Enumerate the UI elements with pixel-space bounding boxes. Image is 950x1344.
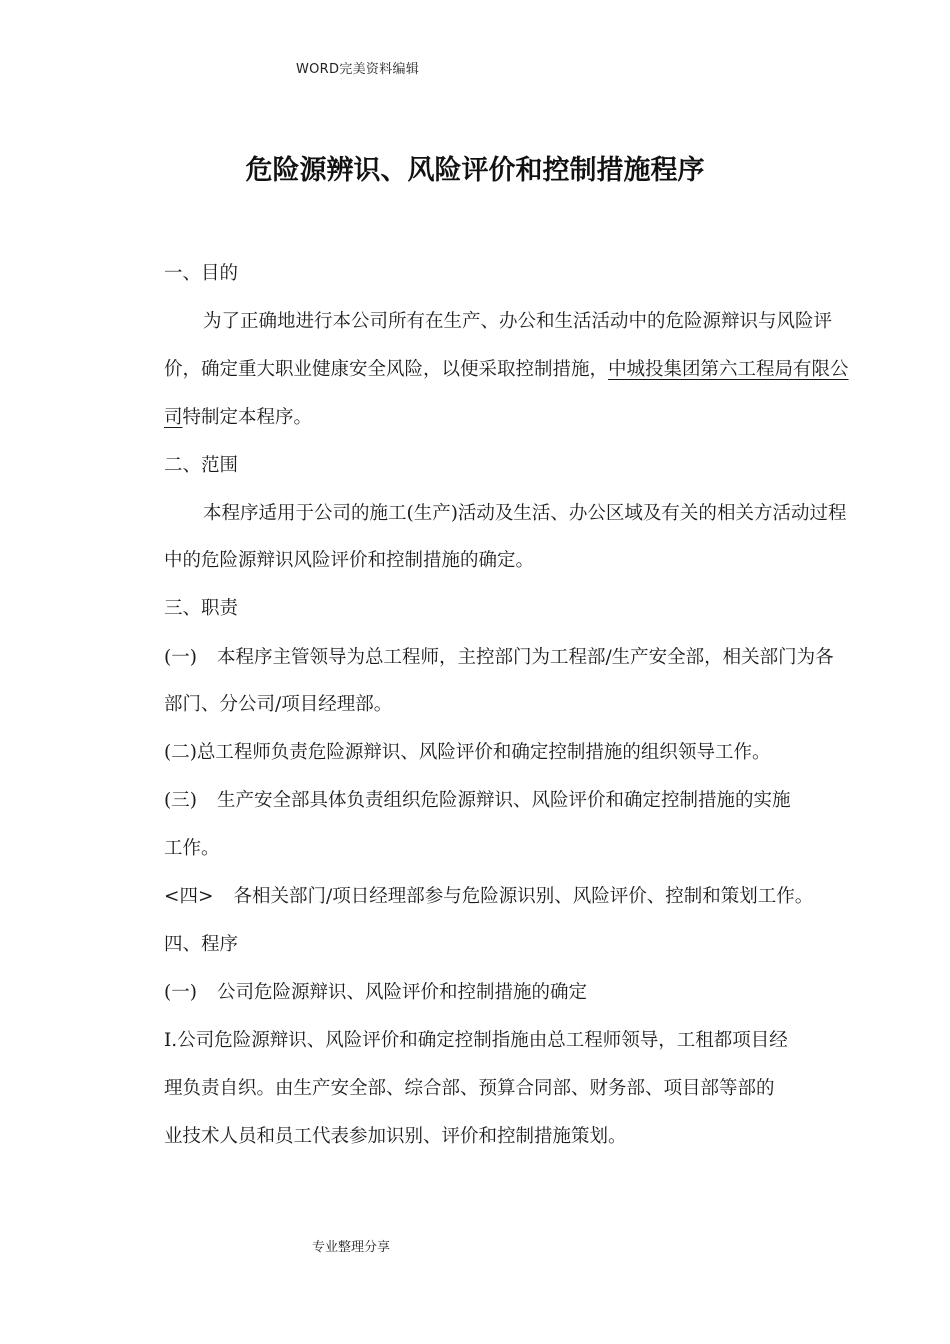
company-name-underlined: 中城投集团第六工程局有限公 xyxy=(608,359,849,380)
paragraph-line xyxy=(164,406,312,430)
list-text: 生产安全部具体负责组织危险源辩识、风险评价和确定控制措施的实施 xyxy=(216,790,791,811)
company-name-underlined: 司 xyxy=(164,407,183,428)
page-footer: 专业整理分享 xyxy=(312,1240,391,1255)
page-header: WORD完美资料编辑 xyxy=(296,62,420,77)
paragraph-line: 理负责自织。由生产安全部、综合部、预算合同部、财务部、项目部等部的 xyxy=(164,1078,775,1099)
paragraph-line: 业技术人员和员工代表参加识别、评价和控制措施策划。 xyxy=(164,1126,627,1147)
list-text: 本程序主管领导为总工程师，主控部门为工程部/生产安全部，相关部门为各 xyxy=(216,647,834,668)
section-heading-purpose: 一、目的 xyxy=(164,263,239,284)
list-item xyxy=(164,981,587,1005)
text-span: 特制定本程序。 xyxy=(182,407,313,428)
list-item xyxy=(164,789,790,813)
list-item xyxy=(164,646,834,670)
section-heading-scope: 二、范围 xyxy=(164,455,239,476)
section-heading-duties: 三、职责 xyxy=(164,598,239,619)
paragraph-line: 中的危险源辩识风险评价和控制措施的确定。 xyxy=(164,550,535,571)
list-item: (二)总工程师负责危险源辩识、风险评价和确定控制措施的组织领导工作。 xyxy=(164,742,771,763)
list-item xyxy=(164,885,813,909)
document-title: 危险源辨识、风险评价和控制措施程序 xyxy=(245,155,705,186)
list-marker: <四> xyxy=(164,886,214,907)
paragraph-line: 工作。 xyxy=(164,838,220,859)
section-heading-procedure: 四、程序 xyxy=(164,934,239,955)
paragraph-line: I.公司危险源辩识、风险评价和确定控制指施由总工程师领导，工租都项目经 xyxy=(164,1030,788,1051)
list-text: 各相关部门/项日经理部参与危险源识别、风险评价、控制和策划工作。 xyxy=(233,886,814,907)
paragraph-line: 部门、分公司/项目经理部。 xyxy=(164,694,393,715)
paragraph-line: 本程序适用于公司的施工(生产)活动及生活、办公区域及有关的相关方活动过程 xyxy=(203,503,847,524)
paragraph-line xyxy=(164,358,849,382)
paragraph-line: 为了正确地进行本公司所有在生产、办公和生活活动中的危险源辩识与风险评 xyxy=(203,311,833,332)
list-text: 公司危险源辩识、风险评价和控制措施的确定 xyxy=(216,982,587,1003)
text-span: 价，确定重大职业健康安全风险，以便采取控制措施， xyxy=(164,359,609,380)
list-marker: (三) xyxy=(164,790,197,811)
list-marker: (一) xyxy=(164,982,197,1003)
list-marker: (一) xyxy=(164,647,197,668)
